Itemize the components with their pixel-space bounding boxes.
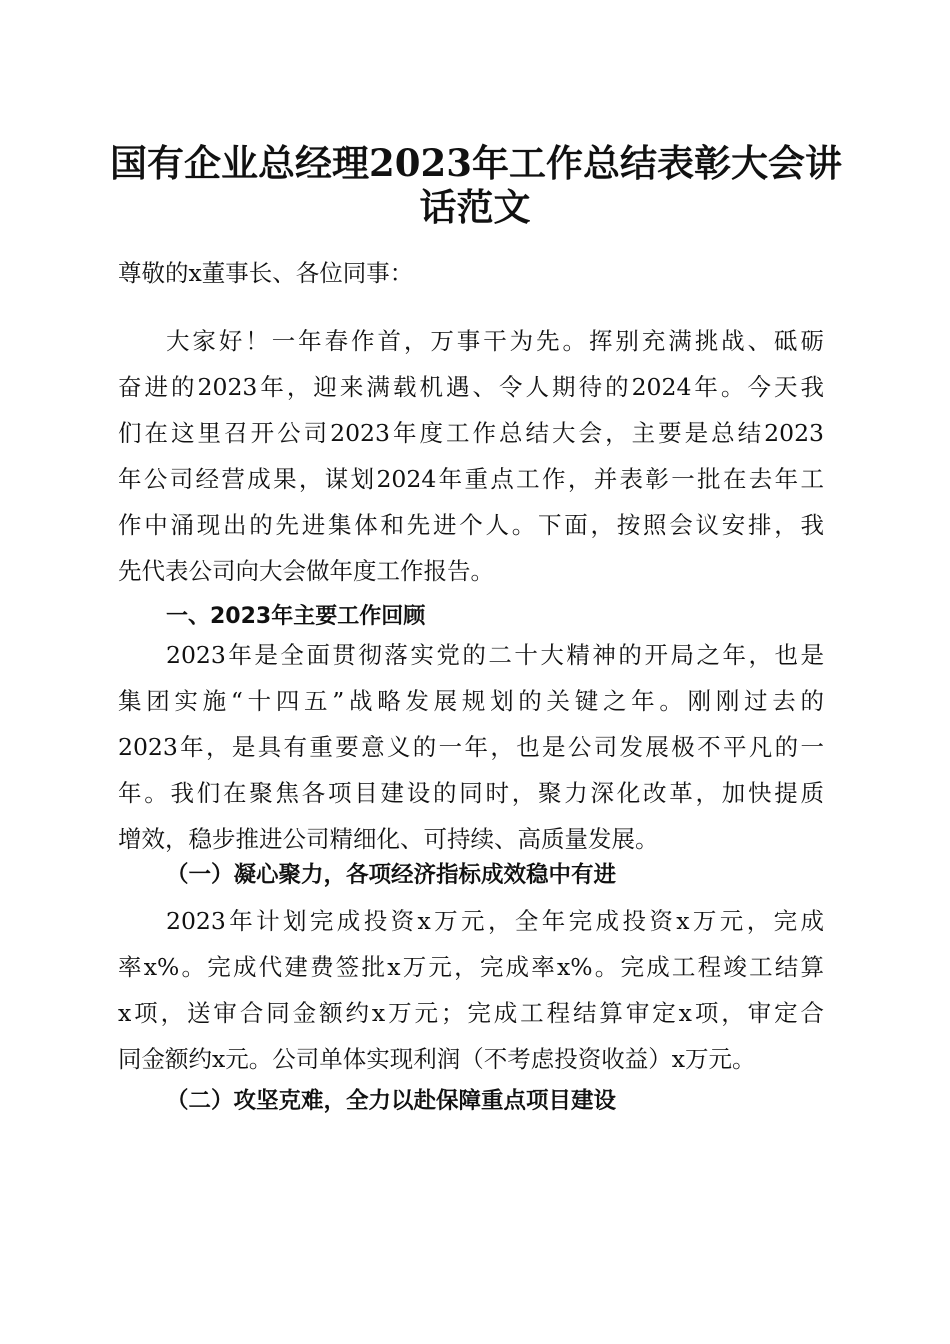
section-heading: 一、2023年主要工作回顾 [166, 604, 426, 629]
subsection-heading: （一）凝心聚力，各项经济指标成效稳中有进 [166, 862, 617, 888]
intro-line: 作中涌现出的先进集体和先进个人。下面，按照会议安排，我 [118, 511, 824, 539]
section1-line: 集团实施“十四五”战略发展规划的关键之年。刚刚过去的 [118, 687, 824, 715]
document-title-line-1: 国有企业总经理2023年工作总结表彰大会讲 [110, 141, 842, 185]
intro-line: 先代表公司向大会做年度工作报告。 [118, 557, 494, 585]
sub1-line: 2023年计划完成投资x万元，全年完成投资x万元，完成 [166, 907, 824, 935]
intro-line: 大家好！一年春作首，万事干为先。挥别充满挑战、砥砺 [166, 327, 824, 355]
document-title-line-2: 话范文 [419, 185, 531, 229]
section1-line: 2023年是全面贯彻落实党的二十大精神的开局之年，也是 [166, 641, 824, 669]
subsection-heading: （二）攻坚克难，全力以赴保障重点项目建设 [166, 1088, 617, 1114]
intro-line: 们在这里召开公司2023年度工作总结大会，主要是总结2023 [118, 419, 824, 447]
section1-line: 增效，稳步推进公司精细化、可持续、高质量发展。 [118, 825, 659, 853]
section1-line: 年。我们在聚焦各项目建设的同时，聚力深化改革，加快提质 [118, 779, 824, 807]
sub1-line: 同金额约x元。公司单体实现利润（不考虑投资收益）x万元。 [118, 1045, 756, 1073]
sub1-line: 率x%。完成代建费签批x万元，完成率x%。完成工程竣工结算 [118, 953, 824, 981]
sub1-line: x项，送审合同金额约x万元；完成工程结算审定x项，审定合 [118, 999, 824, 1027]
section1-line: 2023年，是具有重要意义的一年，也是公司发展极不平凡的一 [118, 733, 824, 761]
intro-line: 年公司经营成果，谋划2024年重点工作，并表彰一批在去年工 [118, 465, 824, 493]
intro-line: 奋进的2023年，迎来满载机遇、令人期待的2024年。今天我 [118, 373, 824, 401]
salutation: 尊敬的x董事长、各位同事： [118, 259, 414, 287]
